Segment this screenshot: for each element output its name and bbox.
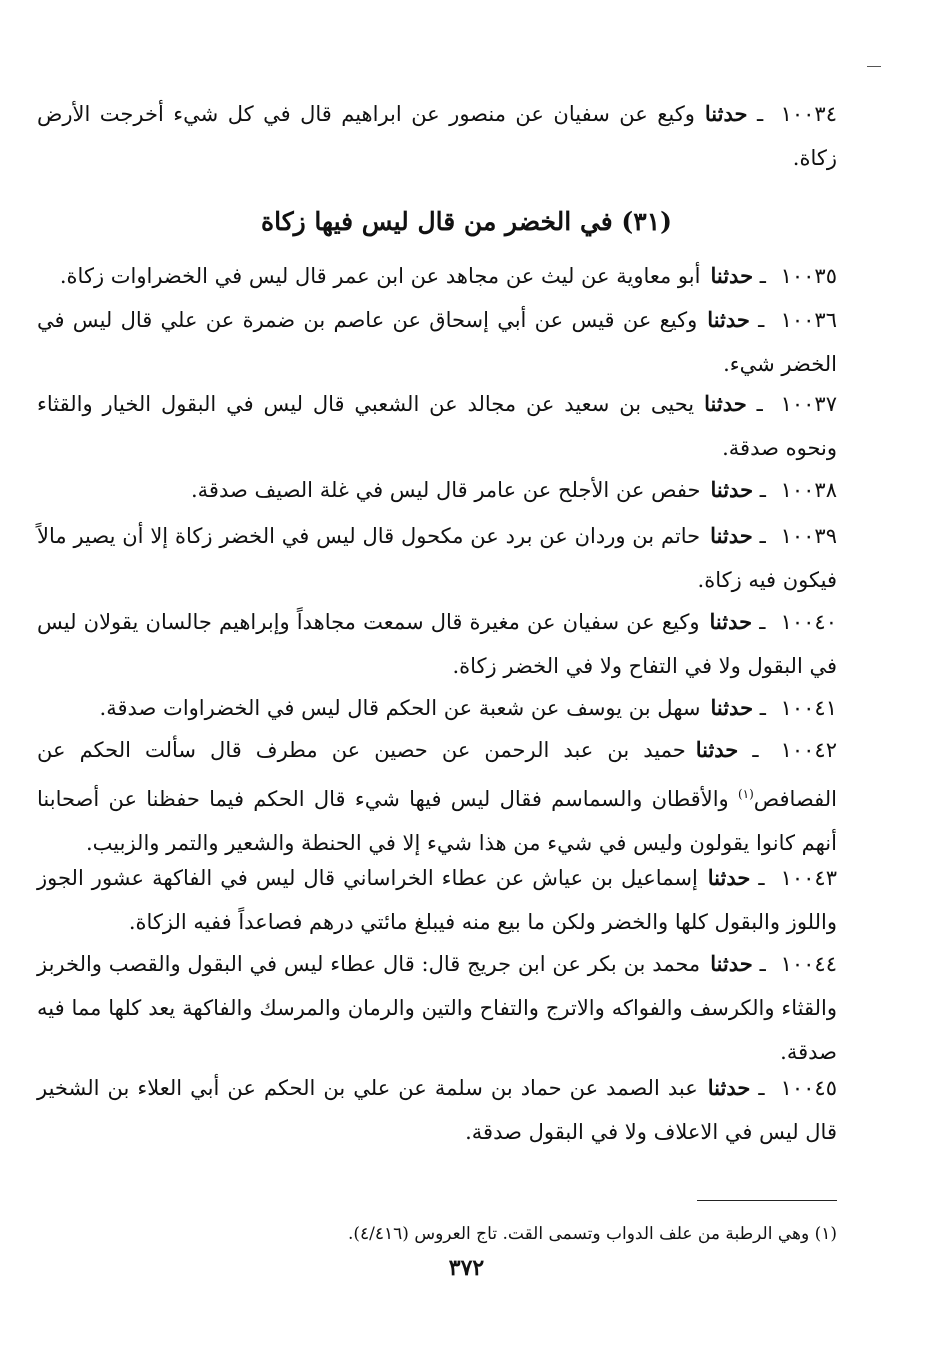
page-number: ٣٧٢	[448, 1255, 485, 1281]
hadith-entry-10037	[37, 382, 837, 470]
entry-text: حاتم بن وردان عن برد عن مكحول قال ليس في الخضر زكاة إلا أن يصير مالاً فيكون فيه زكاة.	[37, 524, 837, 592]
entry-text: إسماعيل بن عياش عن عطاء الخراساني قال ليس في الفاكهة عشور الجوز واللوز والبقول كلها والخضر ولكن ما بيع منه فيبلغ مائتي درهم فصاعداً ففيه الزكاة.	[37, 866, 837, 934]
entry-dash: ـ	[758, 1076, 765, 1100]
hadathana-word: حدثنا	[704, 101, 748, 126]
entry-text-part1: حميد بن عبد الرحمن عن حصين عن مطرف قال سألت الحكم عن الفصافص	[37, 738, 837, 811]
entry-dash: ـ	[759, 524, 766, 548]
hadith-entry-10042	[37, 728, 837, 865]
hadith-entry-10045	[37, 1066, 837, 1154]
entry-dash: ـ	[759, 610, 766, 634]
entry-dash: ـ	[756, 102, 764, 126]
entry-dash: ـ	[758, 308, 765, 332]
hadith-entry-10034	[37, 92, 837, 180]
entry-number: ١٠٠٤٠	[780, 610, 837, 634]
hadith-entry-10043	[37, 856, 837, 944]
hadathana-word: حدثنا	[710, 477, 754, 502]
section-title: (٣١) في الخضر من قال ليس فيها زكاة	[261, 207, 672, 236]
hadith-entry-10040	[37, 600, 837, 688]
entry-number: ١٠٠٣٧	[780, 392, 837, 416]
entry-text: يحيى بن سعيد عن مجالد عن الشعبي قال ليس في البقول الخيار والقثاء ونحوه صدقة.	[37, 392, 837, 460]
hadith-entry-10036	[37, 298, 837, 386]
hadith-entry-10044	[37, 942, 837, 1074]
entry-dash: ـ	[759, 264, 766, 288]
entry-text: سهل بن يوسف عن شعبة عن الحكم قال ليس في الخضراوات صدقة.	[99, 696, 701, 720]
entry-number: ١٠٠٣٩	[780, 524, 837, 548]
entry-text-part2: والأقطان والسماسم فقال ليس فيها شيء قال الحكم فيما حفظنا عن أصحابنا أنهم كانوا يقولون وليس في شيء من هذا شيء إلا في الحنطة والشعير والتمر والزبيب.	[37, 787, 837, 855]
hadathana-word: حدثنا	[710, 951, 753, 976]
entry-number: ١٠٠٣٥	[780, 264, 837, 288]
entry-dash: ـ	[756, 392, 763, 416]
entry-number: ١٠٠٣٦	[780, 308, 837, 332]
hadathana-word: حدثنا	[710, 263, 754, 288]
hadith-entry-10038	[37, 468, 837, 512]
entry-number: ١٠٠٤٤	[780, 952, 837, 976]
entry-text: أبو معاوية عن ليث عن مجاهد عن ابن عمر قال ليس في الخضراوات زكاة.	[59, 264, 701, 288]
entry-dash: ـ	[758, 866, 765, 890]
hadathana-word: حدثنا	[707, 1075, 751, 1100]
entry-text: حفص عن الأجلح عن عامر قال ليس في غلة الصيف صدقة.	[191, 478, 701, 502]
entry-dash: ـ	[759, 696, 766, 720]
entry-text: وكيع عن سفيان عن منصور عن ابراهيم قال في كل شيء أخرجت الأرض زكاة.	[37, 102, 837, 170]
entry-dash: ـ	[759, 952, 766, 976]
entry-text: محمد بن بكر عن ابن جريج قال: قال عطاء ليس في البقول والقصب والخربز والقثاء والكرسف والفواكه والاترج والتفاح والتين والرمان والمرسك والفاكهة يعد كلها مما فيه صدقة.	[37, 952, 837, 1064]
entry-dash: ـ	[759, 478, 766, 502]
hadathana-word: حدثنا	[709, 609, 753, 634]
entry-number: ١٠٠٤٣	[780, 866, 837, 890]
hadathana-word: حدثنا	[710, 523, 753, 548]
entry-number: ١٠٠٤٢	[780, 738, 837, 762]
entry-text: عبد الصمد عن حماد بن سلمة عن علي بن الحكم عن أبي العلاء بن الشخير قال ليس في الاعلاف ولا في البقول صدقة.	[37, 1076, 837, 1144]
footnote: (١) وهي الرطبة من علف الدواب وتسمى القت. تاج العروس (٤/٤١٦).	[347, 1224, 837, 1244]
entry-text: وكيع عن قيس عن أبي إسحاق عن عاصم بن ضمرة عن علي قال ليس في الخضر شيء.	[37, 308, 837, 376]
hadathana-word: حدثنا	[704, 391, 747, 416]
hadathana-word: حدثنا	[707, 307, 750, 332]
entry-number: ١٠٠٣٨	[780, 478, 837, 502]
hadathana-word: حدثنا	[710, 695, 754, 720]
entry-number: ١٠٠٤٥	[780, 1076, 837, 1100]
corner-mark	[867, 66, 881, 67]
footnote-reference: (١)	[737, 787, 754, 801]
entry-dash: ـ	[752, 738, 759, 762]
hadith-entry-10035	[37, 254, 837, 298]
hadith-entry-10041	[37, 686, 837, 730]
footnote-divider	[697, 1200, 837, 1201]
entry-number: ١٠٠٣٤	[780, 102, 837, 126]
entry-text: وكيع عن سفيان عن مغيرة قال سمعت مجاهداً وإبراهيم جالسان يقولان ليس في البقول ولا في التفاح ولا في الخضر زكاة.	[37, 610, 837, 678]
hadith-entry-10039	[37, 514, 837, 602]
hadathana-word: حدثنا	[707, 865, 751, 890]
hadathana-word: حدثنا	[695, 737, 739, 762]
entry-number: ١٠٠٤١	[780, 696, 837, 720]
